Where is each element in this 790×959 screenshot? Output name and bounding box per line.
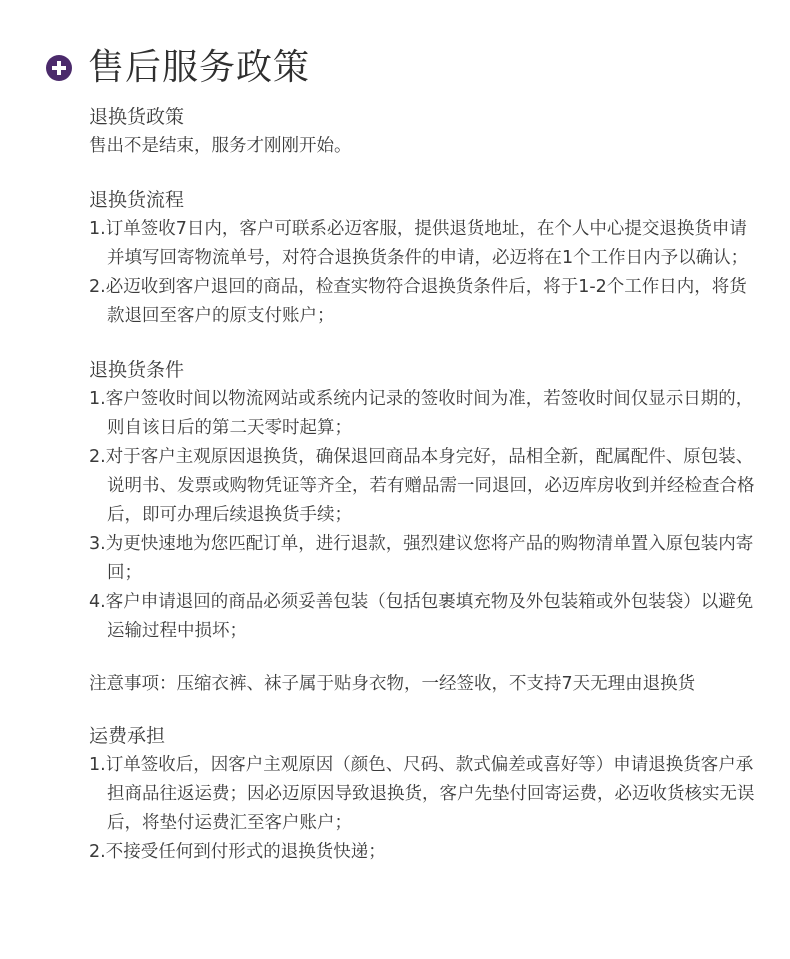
return-policy-section [89,102,759,161]
list-item: 1.订单签收7日内，客户可联系必迈客服，提供退货地址，在个人中心提交退换货申请并填写回寄物流单号，对符合退换货条件的申请，必迈将在1个工作日内予以确认； [89,219,749,268]
list-item: 1.客户签收时间以物流网站或系统内记录的签收时间为准，若签收时间仅显示日期的，则自该日后的第二天零时起算； [89,389,754,438]
list-item: 2.对于客户主观原因退换货，确保退回商品本身完好，品相全新，配属配件、原包装、说明书、发票或购物凭证等齐全，若有赠品需一同退回，必迈库房收到并经检查合格后，即可办理后续退换货手续； [89,447,755,525]
return-process-section [89,185,759,331]
shipping-cost-heading: 运费承担 [89,725,166,747]
return-policy-text: 售出不是结束，服务才刚刚开始。 [89,136,352,156]
list-item: 3.为更快速地为您匹配订单，进行退款，强烈建议您将产品的购物清单置入原包装内寄回； [89,534,754,583]
page-title: 售后服务政策 [88,47,311,88]
list-item: 1.订单签收后，因客户主观原因（颜色、尺码、款式偏差或喜好等）申请退换货客户承担商品往返运费；因必迈原因导致退换货，客户先垫付回寄运费，必迈收货核实无误后，将垫付运费汇至客户账户； [89,755,755,833]
plus-circle-icon [46,55,72,81]
return-conditions-section [89,355,759,646]
return-process-heading: 退换货流程 [89,189,185,211]
shipping-cost-section [89,721,759,867]
notice-text: 注意事项：压缩衣裤、袜子属于贴身衣物，一经签收，不支持7天无理由退换货 [89,674,696,694]
return-policy-heading: 退换货政策 [89,106,185,128]
list-item: 4.客户申请退回的商品必须妥善包装（包括包裹填充物及外包装箱或外包装袋）以避免运输过程中损坏； [89,592,754,641]
page-header [46,44,310,92]
list-item: 2.不接受任何到付形式的退换货快递； [89,842,386,862]
return-conditions-heading: 退换货条件 [89,359,185,381]
policy-content [89,102,759,891]
list-item: 2.必迈收到客户退回的商品，检查实物符合退换货条件后，将于1-2个工作日内，将货款退回至客户的原支付账户； [89,277,747,326]
